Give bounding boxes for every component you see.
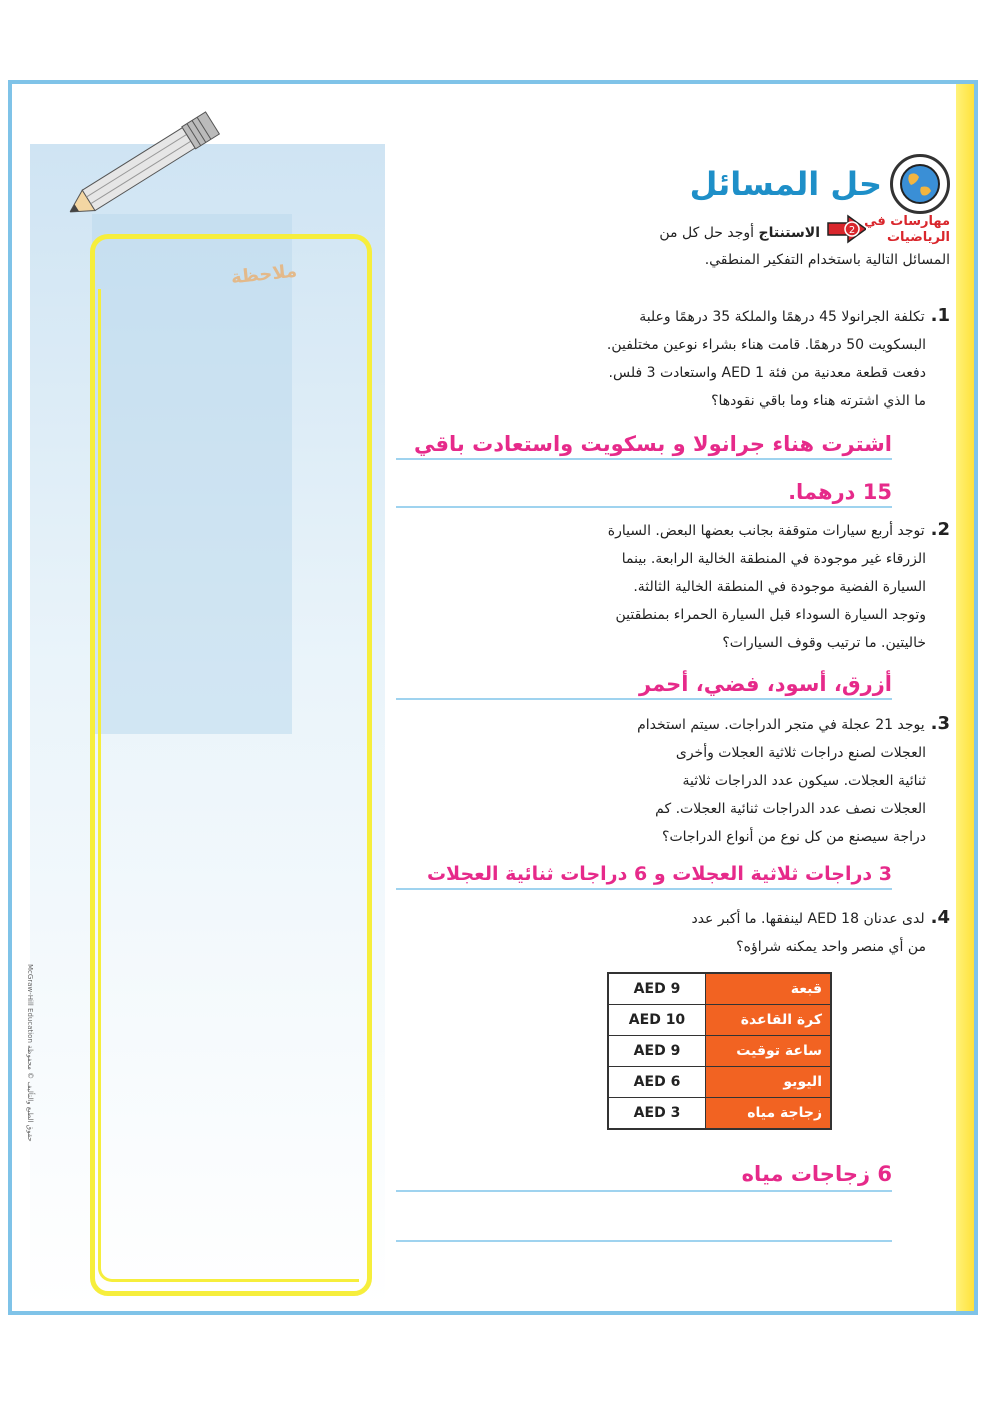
table-row bbox=[608, 1098, 831, 1130]
table-cell-price: AED 10 bbox=[608, 1005, 706, 1036]
answer-rule bbox=[396, 1190, 892, 1192]
answer-rule bbox=[396, 458, 892, 460]
question-1: 1.تكلفة الجرانولا 45 درهمًا والملكة 35 درهمًا وعلبة البسكويت 50 درهمًا. قامت هناء بشراء نوعين مختلفين. دفعت قطعة معدنية من فئة AED 1 واستعادت 3 فلس. ما الذي اشترته هناء وما باقي نقودها؟ bbox=[606, 305, 950, 409]
table-row bbox=[608, 1005, 831, 1036]
page-frame bbox=[8, 80, 978, 1315]
table-cell-item: كرة القاعدة bbox=[706, 1005, 832, 1036]
notes-box-inner-line bbox=[98, 289, 359, 1282]
answer-rule bbox=[396, 1240, 892, 1242]
table-row bbox=[608, 973, 831, 1005]
table-cell-price: AED 3 bbox=[608, 1098, 706, 1130]
question-number: 1. bbox=[930, 305, 950, 326]
section-header bbox=[690, 154, 950, 214]
table-cell-item: زجاجة مياه bbox=[706, 1098, 832, 1130]
intro-line2: المسائل التالية باستخدام التفكير المنطقي. bbox=[704, 252, 950, 268]
question-2: 2.توجد أربع سيارات متوقفة بجانب بعضها البعض. السيارة الزرقاء غير موجودة في المنطقة الخالية الرابعة. بينما السيارة الفضية موجودة في المنطقة الخالية الثالثة. وتوجد السيارة السوداء قبل السيارة الحمراء بمنطقتين خاليتين. ما ترتيب وقوف السيارات؟ bbox=[607, 519, 950, 651]
question-number: 4. bbox=[930, 907, 950, 928]
table-cell-price: AED 9 bbox=[608, 1036, 706, 1067]
arrow-badge-icon bbox=[826, 214, 866, 244]
page-title: حل المسائل bbox=[689, 165, 882, 203]
table-row bbox=[608, 1067, 831, 1098]
answer-2: أزرق، أسود، فضي، أحمر bbox=[639, 672, 892, 696]
table-row bbox=[608, 1036, 831, 1067]
answer-4: 6 زجاجات مياه bbox=[741, 1162, 892, 1186]
intro-line1 bbox=[390, 220, 820, 246]
answer-rule bbox=[396, 506, 892, 508]
notes-label: ملاحظة bbox=[229, 260, 299, 289]
question-4: 4.لدى عدنان AED 18 لينفقها. ما أكبر عدد من أي منصر واحد يمكنه شراؤه؟ bbox=[691, 907, 950, 955]
table-cell-price: AED 6 bbox=[608, 1067, 706, 1098]
intro-keyword: الاستنتاج bbox=[758, 225, 820, 241]
table-cell-item: ساعة توقيت bbox=[706, 1036, 832, 1067]
yellow-edge-strip bbox=[956, 84, 974, 1311]
answer-3: 3 دراجات ثلاثية العجلات و 6 دراجات ثنائية العجلات bbox=[426, 863, 892, 885]
question-3: 3.يوجد 21 عجلة في متجر الدراجات. سيتم استخدام العجلات لصنع دراجات ثلاثية العجلات وأخرى ثنائية العجلات. سيكون عدد الدراجات ثلاثية العجلات نصف عدد الدراجات ثنائية العجلات. كم دراجة سيصنع من كل نوع من أنواع الدراجات؟ bbox=[637, 713, 950, 845]
answer-1-line1: اشترت هناء جرانولا و بسكويت واستعادت باقي bbox=[414, 432, 892, 456]
intro-text-1: أوجد حل كل من bbox=[659, 225, 755, 241]
skills-badge-number: 2 bbox=[848, 225, 856, 236]
table-cell-item: اليويو bbox=[706, 1067, 832, 1098]
answer-1-line2: 15 درهما. bbox=[788, 480, 892, 504]
question-number: 3. bbox=[930, 713, 950, 734]
table-cell-item: قبعة bbox=[706, 973, 832, 1005]
price-table bbox=[607, 972, 832, 1130]
math-skills-label: مهارسات في الرياضيات bbox=[864, 214, 950, 245]
globe-icon bbox=[890, 154, 950, 214]
publisher-credit: McGraw-Hill Education حقوق الطبع والتأليف © محفوظة bbox=[26, 964, 34, 1142]
answer-rule bbox=[396, 698, 892, 700]
question-number: 2. bbox=[930, 519, 950, 540]
answer-rule bbox=[396, 888, 892, 890]
table-cell-price: AED 9 bbox=[608, 973, 706, 1005]
